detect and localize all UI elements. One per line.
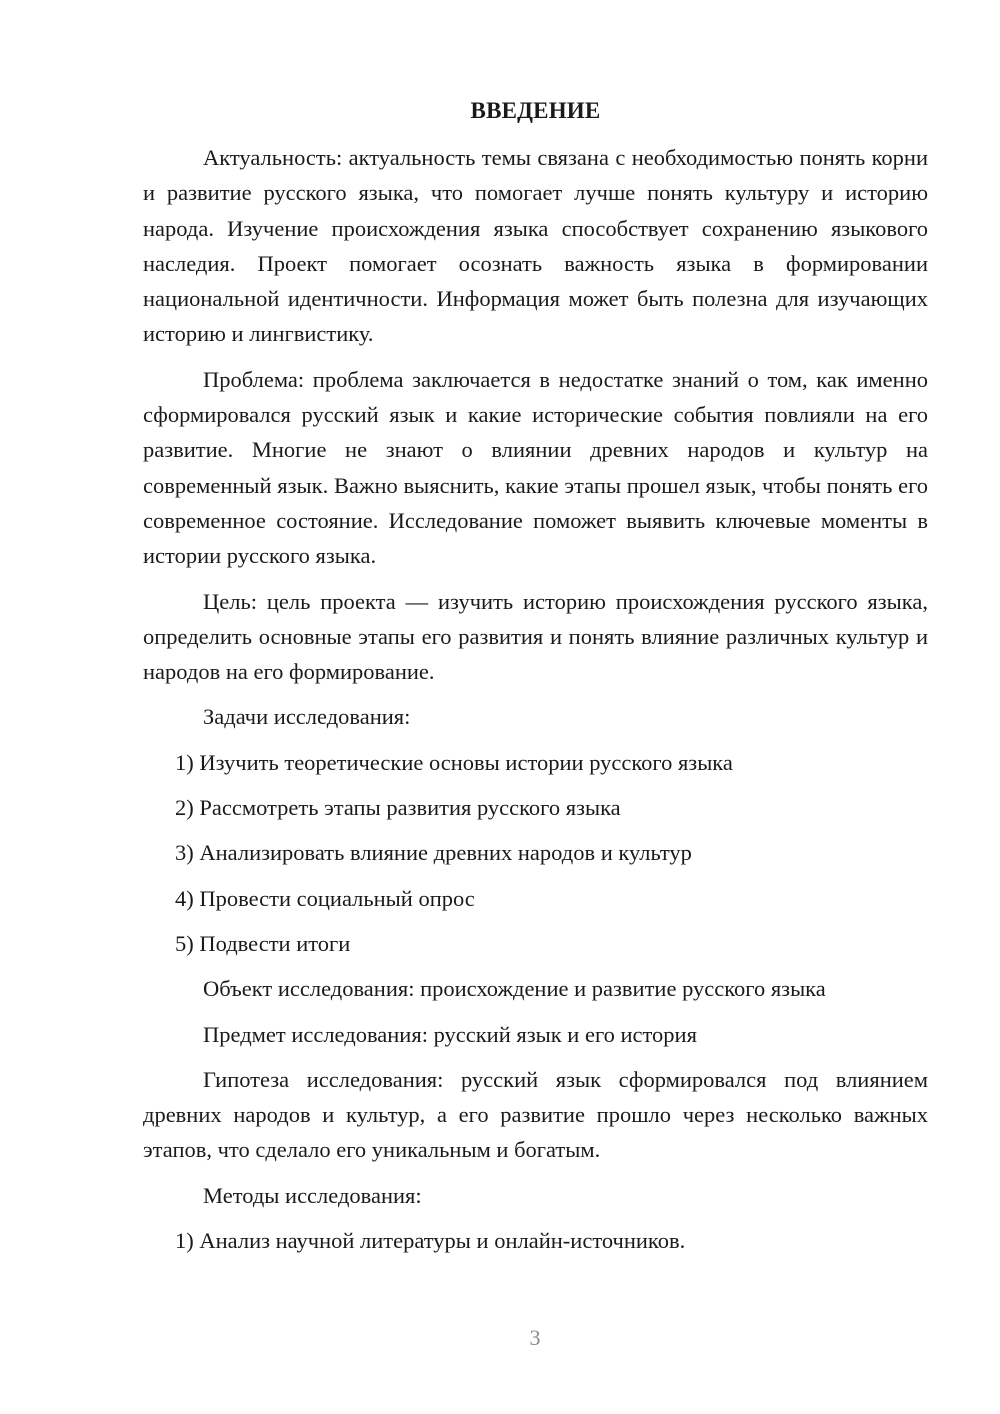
section-heading: ВВЕДЕНИЕ [470, 98, 601, 123]
problem-paragraph: Проблема: проблема заключается в недостатке знаний о том, как именно сформировался русский язык и какие исторические события повлияли на его развитие. Многие не знают о влиянии древних народов и культур на современный язык. Важно выяснить, какие этапы прошел язык, чтобы понять его современное состояние. Исследование поможет выявить ключевые моменты в истории русского языка. [143, 366, 928, 569]
task-item: 2) Рассмотреть этапы развития русского языка [175, 795, 621, 821]
task-item: 1) Изучить теоретические основы истории русского языка [175, 749, 733, 775]
method-item: 1) Анализ научной литературы и онлайн-источников. [175, 1228, 686, 1254]
page-number: 3 [529, 1325, 541, 1350]
task-item: 4) Провести социальный опрос [175, 885, 475, 911]
task-item: 5) Подвести итоги [175, 930, 351, 956]
subject-line: Предмет исследования: русский язык и его история [203, 1021, 697, 1047]
object-line: Объект исследования: происхождение и развитие русского языка [203, 976, 826, 1002]
tasks-title: Задачи исследования: [203, 704, 411, 730]
hypothesis-paragraph: Гипотеза исследования: русский язык сформировался под влиянием древних народов и культур, а его развитие прошло через несколько важных этапов, что сделало его уникальным и богатым. [143, 1066, 928, 1163]
goal-paragraph: Цель: цель проекта — изучить историю происхождения русского языка, определить основные этапы его развития и понять влияние различных культур и народов на его формирование. [143, 588, 928, 685]
page-content [143, 93, 928, 1268]
relevance-paragraph: Актуальность: актуальность темы связана с необходимостью понять корни и развитие русского языка, что помогает лучше понять культуру и историю народа. Изучение происхождения языка способствует сохранению языкового наследия. Проект помогает осознать важность языка в формировании национальной идентичности. Информация может быть полезна для изучающих историю и лингвистику. [143, 145, 928, 347]
task-item: 3) Анализировать влияние древних народов и культур [175, 840, 692, 866]
methods-title: Методы исследования: [203, 1182, 422, 1208]
